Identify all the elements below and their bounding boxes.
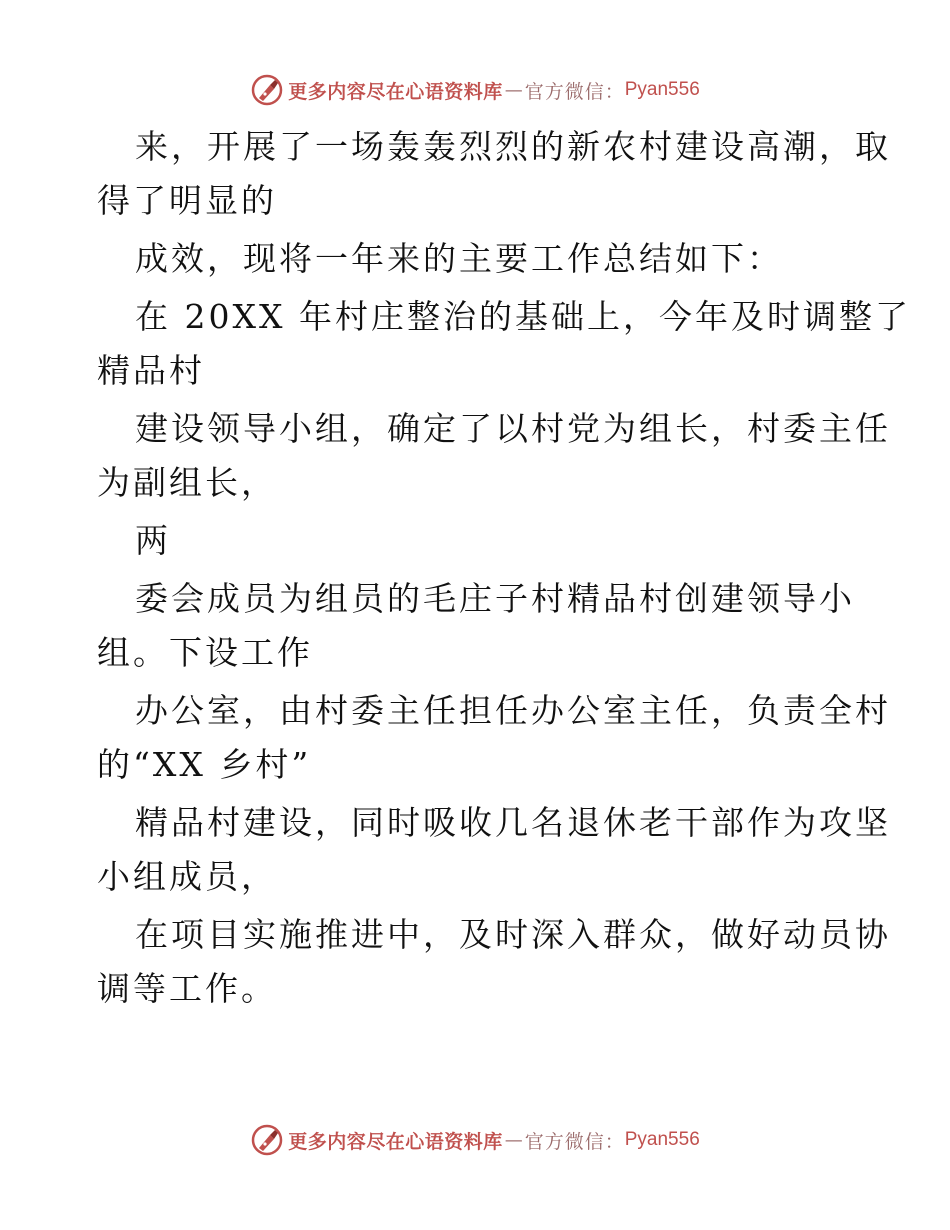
banner-wechat-label: 官方微信： [524, 1130, 625, 1153]
body-line: 为副组长， [97, 463, 277, 502]
body-line: 办公室，由村委主任担任办公室主任，负责全村 [135, 691, 891, 730]
banner-wechat-id: Pyan556 [624, 79, 700, 100]
document-body [97, 120, 911, 1016]
body-line: 精品村 [97, 351, 205, 390]
banner-main-text: 更多内容尽在心语资料库 [288, 80, 503, 103]
body-line: 在项目实施推进中，及时深入群众，做好动员协 [135, 915, 891, 954]
banner-main-text: 更多内容尽在心语资料库 [288, 1130, 503, 1153]
banner-wechat-id: Pyan556 [624, 1129, 700, 1150]
body-line: 委会成员为组员的毛庄子村精品村创建领导小 [135, 579, 855, 618]
body-line: 小组成员， [97, 857, 277, 896]
body-line: 精品村建设，同时吸收几名退休老干部作为攻坚 [135, 803, 891, 842]
body-line: 得了明显的 [97, 181, 277, 220]
body-line: 两 [135, 521, 171, 560]
body-line: 组。下设工作 [97, 633, 313, 672]
banner-wechat-label: 官方微信： [524, 80, 625, 103]
banner-dash: — [504, 79, 523, 101]
body-line: 调等工作。 [97, 969, 277, 1008]
pen-logo-icon [250, 1123, 284, 1157]
banner-dash: — [504, 1129, 523, 1151]
pen-logo-icon [250, 73, 284, 107]
body-line: 在 20XX 年村庄整治的基础上，今年及时调整了 [135, 297, 911, 336]
body-line: 建设领导小组，确定了以村党为组长，村委主任 [135, 409, 891, 448]
body-line: 成效，现将一年来的主要工作总结如下： [135, 239, 783, 278]
body-line: 的“XX 乡村” [97, 745, 312, 784]
footer-banner [0, 1120, 950, 1160]
body-line: 来，开展了一场轰轰烈烈的新农村建设高潮，取 [135, 127, 891, 166]
header-banner [0, 70, 950, 110]
